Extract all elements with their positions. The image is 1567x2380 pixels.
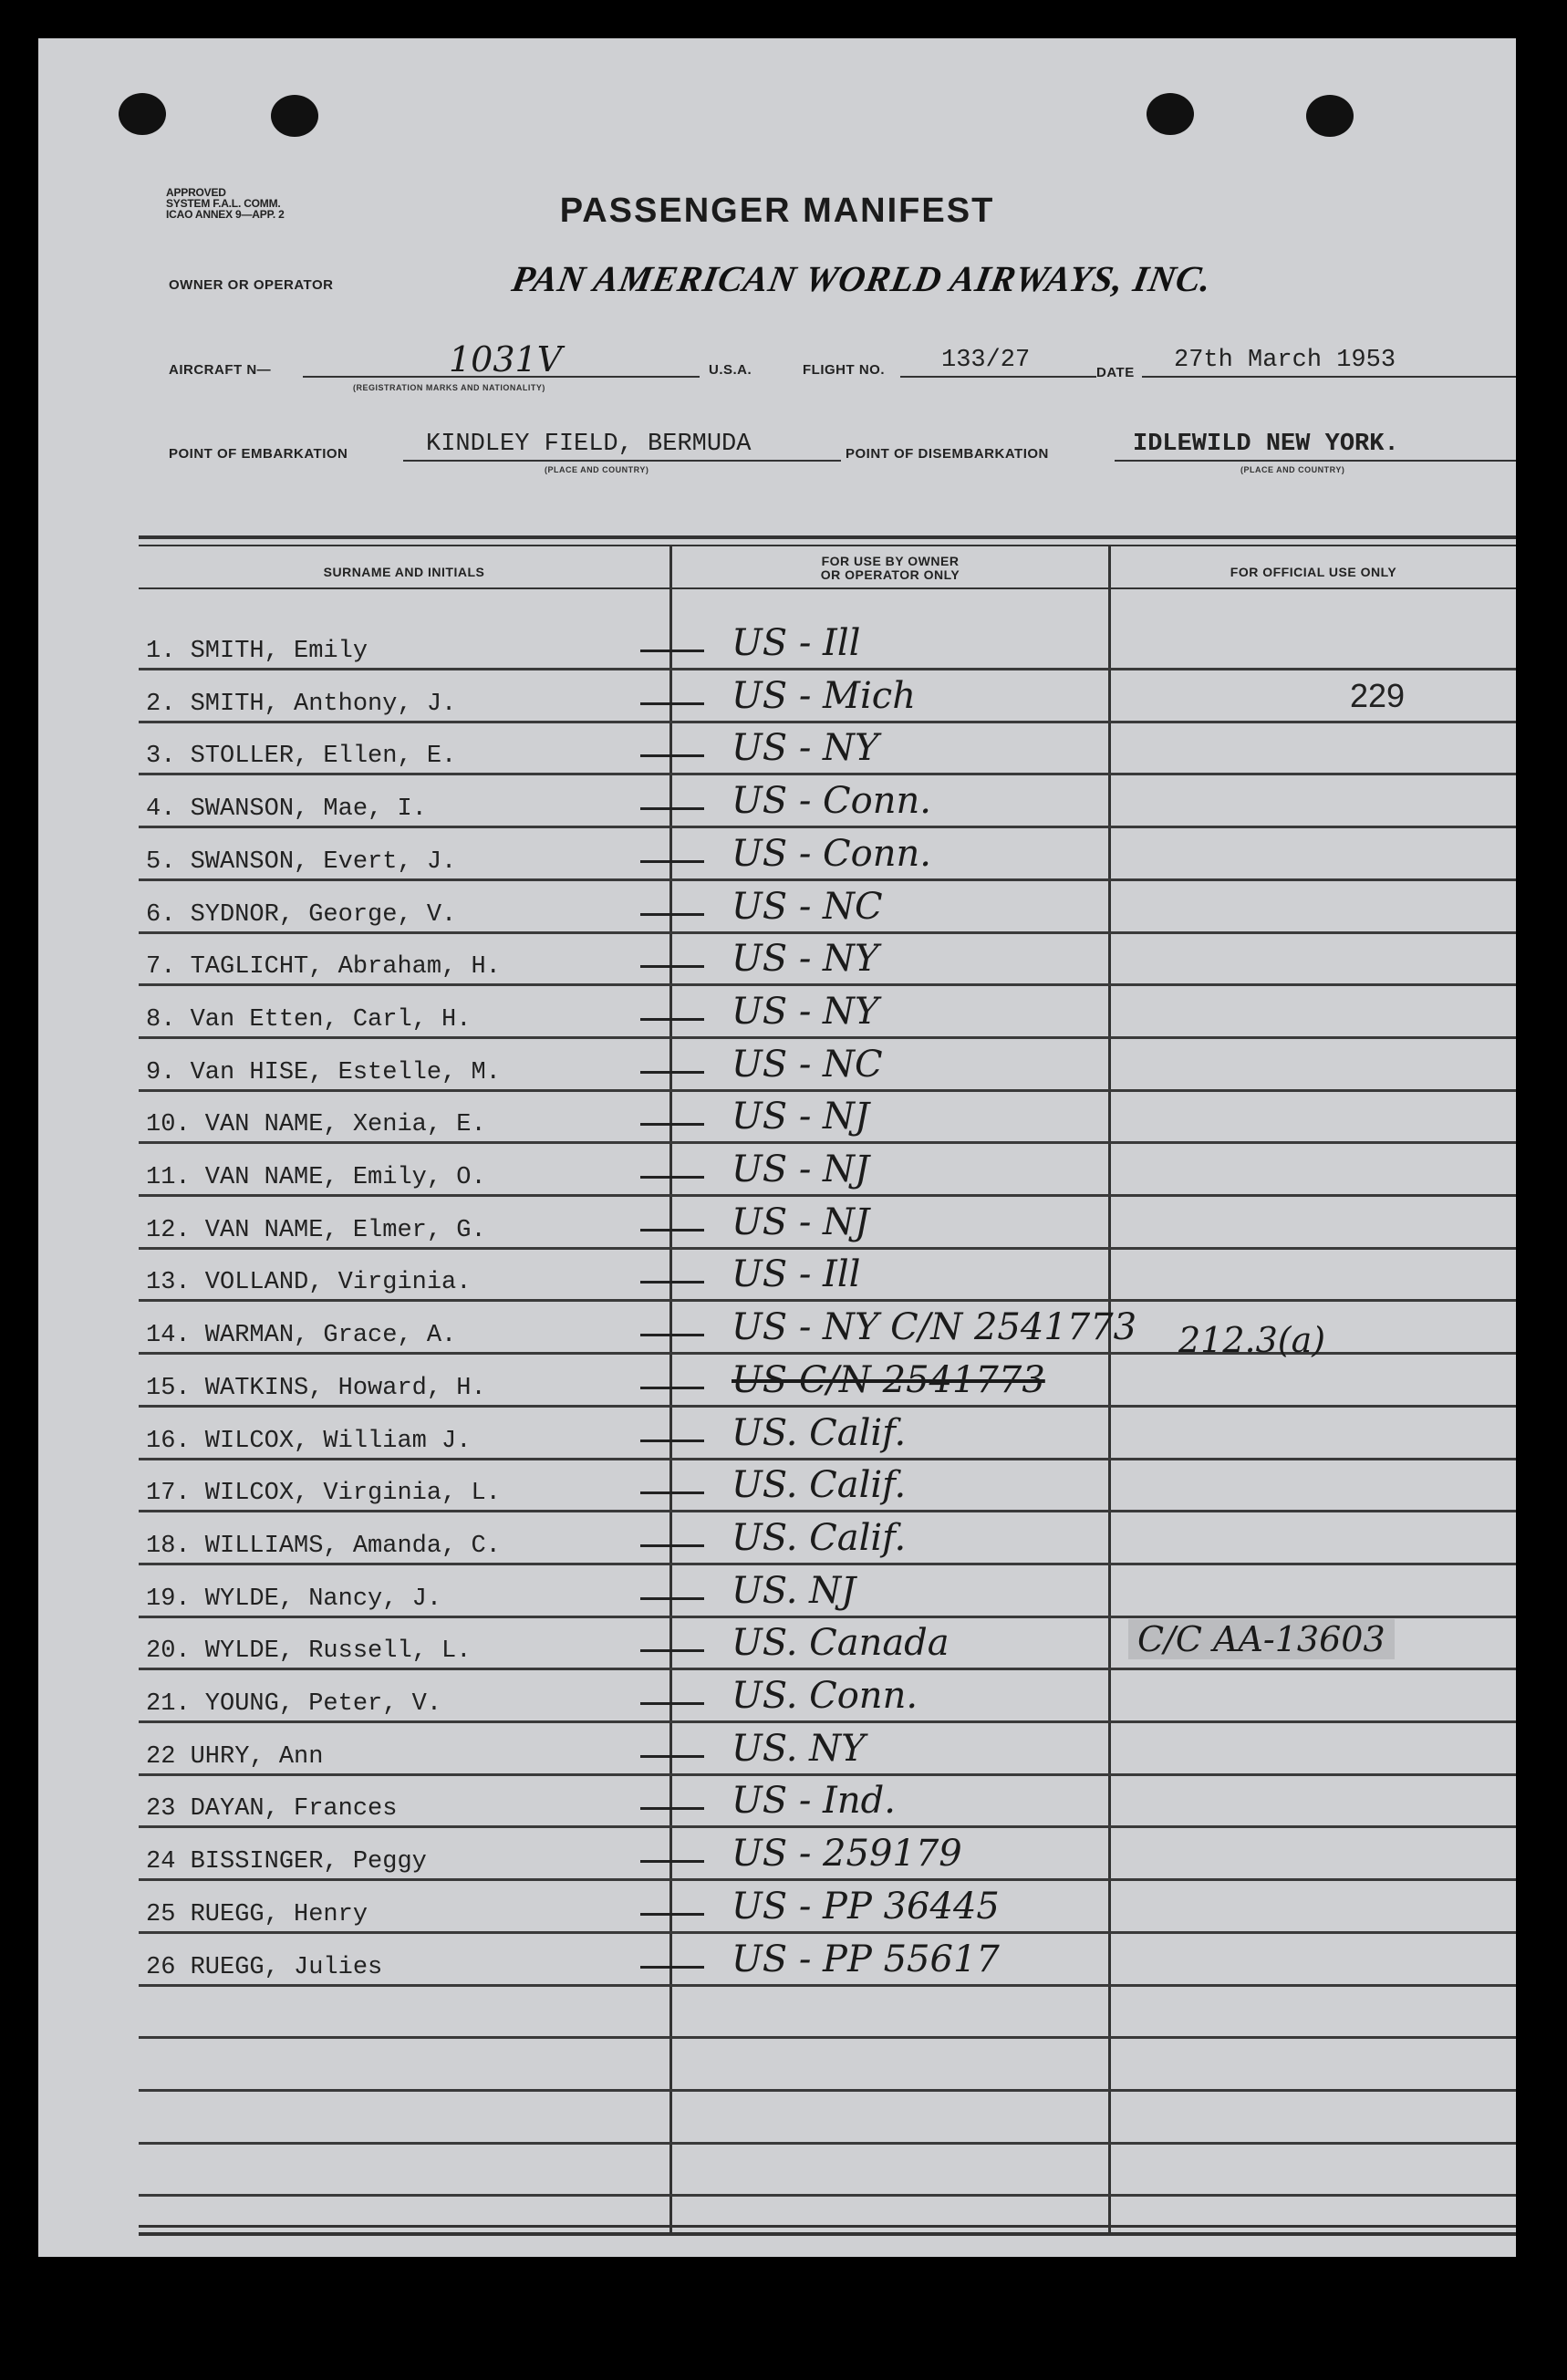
empty-row-rule: [139, 2194, 1516, 2197]
passenger-code: US - NJ: [732, 1148, 870, 1190]
row-rule: [139, 1931, 1516, 1934]
tick-mark: [640, 702, 704, 705]
punch-hole-3: [1147, 93, 1194, 135]
tick-mark: [640, 1755, 704, 1758]
tick-mark: [640, 807, 704, 810]
punch-hole-2: [271, 95, 318, 137]
embark-label: POINT OF EMBARKATION: [169, 446, 348, 462]
empty-row-rule: [139, 2142, 1516, 2145]
owner-label: OWNER OR OPERATOR: [169, 277, 334, 293]
date-label: DATE: [1096, 365, 1135, 380]
manifest-page: [38, 38, 1516, 2257]
row-rule: [139, 1036, 1516, 1039]
passenger-name: 14. WARMAN, Grace, A.: [146, 1322, 457, 1350]
row-rule: [139, 1773, 1516, 1776]
tick-mark: [640, 1702, 704, 1705]
passenger-code: US. Canada: [732, 1622, 950, 1665]
tick-mark: [640, 1018, 704, 1021]
row-rule: [139, 1247, 1516, 1250]
row-rule: [139, 931, 1516, 934]
tick-mark: [640, 1387, 704, 1389]
place-note-embark: (PLACE AND COUNTRY): [545, 465, 649, 474]
passenger-name: 3. STOLLER, Ellen, E.: [146, 743, 457, 771]
column-header-owner: FOR USE BY OWNER OR OPERATOR ONLY: [820, 554, 960, 582]
row-rule: [139, 1510, 1516, 1512]
empty-row-rule: [139, 2089, 1516, 2092]
column-divider-2: [1108, 545, 1111, 2232]
tick-mark: [640, 1807, 704, 1810]
passenger-name: 5. SWANSON, Evert, J.: [146, 847, 457, 876]
passenger-code: US - Mich: [732, 674, 916, 717]
tick-mark: [640, 1491, 704, 1494]
tick-mark: [640, 965, 704, 968]
passenger-code: US. Conn.: [732, 1675, 918, 1717]
owner-value: PAN AMERICAN WORLD AIRWAYS, INC.: [509, 258, 1216, 299]
row-rule: [139, 1984, 1516, 1987]
approval-note: APPROVED SYSTEM F.A.L. COMM. ICAO ANNEX 9—APP. 2: [166, 186, 285, 221]
passenger-name: 21. YOUNG, Peter, V.: [146, 1690, 442, 1718]
passenger-name: 23 DAYAN, Frances: [146, 1795, 398, 1824]
row-rule: [139, 721, 1516, 723]
row-rule: [139, 1720, 1516, 1723]
row-rule: [139, 1299, 1516, 1302]
tick-mark: [640, 1597, 704, 1600]
passenger-code: US - Ill: [732, 1253, 861, 1296]
disembark-label: POINT OF DISEMBARKATION: [846, 446, 1049, 462]
punch-hole-1: [119, 93, 166, 135]
passenger-name: 8. Van Etten, Carl, H.: [146, 1005, 472, 1034]
passenger-name: 18. WILLIAMS, Amanda, C.: [146, 1532, 501, 1560]
row-rule: [139, 826, 1516, 828]
row-rule: [139, 1825, 1516, 1828]
row-rule: [139, 1194, 1516, 1197]
passenger-code: US - Ind.: [732, 1780, 896, 1823]
column-header-official: FOR OFFICIAL USE ONLY: [1230, 565, 1397, 579]
passenger-name: 26 RUEGG, Julies: [146, 1953, 383, 1981]
row-rule: [139, 668, 1516, 670]
punch-hole-4: [1306, 95, 1354, 137]
aircraft-label: AIRCRAFT N—: [169, 362, 272, 378]
row-rule: [139, 773, 1516, 775]
row-rule: [139, 1089, 1516, 1092]
passenger-code: US - 259179: [732, 1833, 962, 1876]
row-rule: [139, 1878, 1516, 1881]
row-rule: [139, 1668, 1516, 1670]
embark-value: KINDLEY FIELD, BERMUDA: [426, 431, 752, 458]
passenger-name: 13. VOLLAND, Virginia.: [146, 1269, 472, 1297]
passenger-code: US - NJ: [732, 1096, 870, 1138]
passenger-code: US - NJ: [732, 1200, 870, 1243]
passenger-name: 7. TAGLICHT, Abraham, H.: [146, 953, 501, 982]
tick-mark: [640, 1123, 704, 1126]
tick-mark: [640, 1176, 704, 1179]
passenger-name: 4. SWANSON, Mae, I.: [146, 795, 427, 824]
passenger-code: US - NY: [732, 990, 879, 1033]
passenger-code: US C/N 2541773: [732, 1358, 1045, 1401]
tick-mark: [640, 1544, 704, 1547]
tick-mark: [640, 1860, 704, 1863]
row-rule: [139, 1616, 1516, 1618]
official-note-212: 212.3(a): [1178, 1320, 1326, 1360]
tick-mark: [640, 1649, 704, 1652]
tick-mark: [640, 913, 704, 916]
passenger-name: 17. WILCOX, Virginia, L.: [146, 1480, 501, 1508]
row-rule: [139, 1458, 1516, 1460]
table-bottom-rule: [139, 2232, 1516, 2236]
row-rule: [139, 1405, 1516, 1408]
passenger-code: US - PP 55617: [732, 1938, 1000, 1980]
passenger-name: 16. WILCOX, William J.: [146, 1427, 472, 1455]
official-note-cc: C/C AA-13603: [1128, 1619, 1395, 1659]
tick-mark: [640, 1913, 704, 1916]
passenger-code: US - NY: [732, 938, 879, 981]
passenger-name: 15. WATKINS, Howard, H.: [146, 1374, 486, 1402]
tick-mark: [640, 1334, 704, 1336]
passenger-name: 9. Van HISE, Estelle, M.: [146, 1058, 501, 1086]
passenger-code: US. Calif.: [732, 1516, 907, 1559]
passenger-name: 20. WYLDE, Russell, L.: [146, 1637, 472, 1666]
tick-mark: [640, 1439, 704, 1442]
row-rule: [139, 1563, 1516, 1565]
column-header-surname: SURNAME AND INITIALS: [323, 565, 485, 579]
disembark-value: IDLEWILD NEW YORK.: [1133, 431, 1399, 458]
passenger-name: 22 UHRY, Ann: [146, 1742, 324, 1771]
official-note-229: 229: [1350, 677, 1406, 714]
passenger-code: US. Calif.: [732, 1464, 907, 1507]
tick-mark: [640, 650, 704, 652]
passenger-name: 2. SMITH, Anthony, J.: [146, 690, 457, 718]
tick-mark: [640, 860, 704, 863]
row-rule: [139, 1141, 1516, 1144]
aircraft-value: 1031V: [449, 339, 563, 379]
passenger-code: US - Conn.: [732, 780, 931, 823]
tick-mark: [640, 1281, 704, 1284]
flight-label: FLIGHT NO.: [803, 362, 885, 378]
passenger-code: US - NC: [732, 885, 883, 928]
passenger-name: 1. SMITH, Emily: [146, 638, 368, 665]
tick-mark: [640, 1966, 704, 1969]
passenger-code: US - Ill: [732, 622, 861, 664]
tick-mark: [640, 1229, 704, 1232]
passenger-name: 25 RUEGG, Henry: [146, 1900, 368, 1928]
passenger-code: US. Calif.: [732, 1411, 907, 1454]
passenger-code: US - NY C/N 2541773: [732, 1306, 1137, 1349]
passenger-name: 11. VAN NAME, Emily, O.: [146, 1164, 486, 1191]
passenger-name: 19. WYLDE, Nancy, J.: [146, 1585, 442, 1613]
place-note-disembark: (PLACE AND COUNTRY): [1240, 465, 1345, 474]
passenger-code: US. NJ: [732, 1569, 856, 1612]
empty-row-rule: [139, 2036, 1516, 2039]
passenger-name: 12. VAN NAME, Elmer, G.: [146, 1216, 486, 1244]
page-title: PASSENGER MANIFEST: [559, 192, 995, 230]
passenger-code: US - PP 36445: [732, 1885, 1000, 1928]
tick-mark: [640, 754, 704, 757]
passenger-code: US - Conn.: [732, 832, 931, 875]
passenger-code: US - NC: [732, 1043, 883, 1086]
table-top-rule: [139, 535, 1516, 539]
tick-mark: [640, 1071, 704, 1074]
row-rule: [139, 878, 1516, 881]
registration-note: (REGISTRATION MARKS AND NATIONALITY): [353, 383, 545, 392]
row-rule: [139, 983, 1516, 986]
passenger-name: 24 BISSINGER, Peggy: [146, 1848, 427, 1876]
passenger-name: 6. SYDNOR, George, V.: [146, 900, 457, 929]
usa-label: U.S.A.: [709, 362, 752, 378]
passenger-code: US - NY: [732, 727, 879, 770]
passenger-name: 10. VAN NAME, Xenia, E.: [146, 1111, 486, 1139]
flight-value: 133/27: [941, 347, 1031, 374]
date-value: 27th March 1953: [1174, 347, 1396, 374]
passenger-code: US. NY: [732, 1727, 866, 1770]
